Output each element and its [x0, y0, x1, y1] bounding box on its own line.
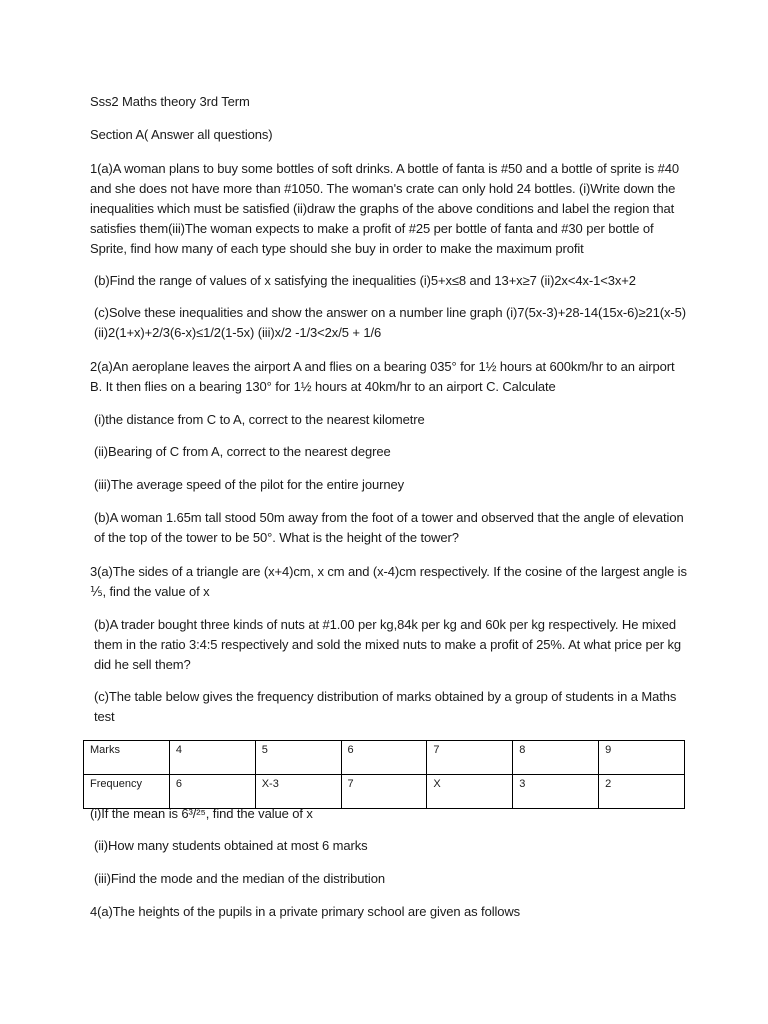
question-2a-ii: (ii)Bearing of C from A, correct to the nearest degree: [94, 444, 391, 459]
table-cell: Frequency: [84, 775, 170, 809]
question-2b: (b)A woman 1.65m tall stood 50m away from the foot of a tower and observed that the angle of elevation of the top of the tower to be 50°. What is the height of the tower?: [94, 510, 684, 545]
table-cell: 5: [255, 741, 341, 775]
table-cell: 3: [513, 775, 599, 809]
question-3c-ii: (ii)How many students obtained at most 6 marks: [94, 838, 368, 853]
table-cell: 8: [513, 741, 599, 775]
table-cell: 6: [341, 741, 427, 775]
question-3c-iii: (iii)Find the mode and the median of the distribution: [94, 871, 385, 886]
frequency-table: [83, 740, 685, 809]
table-cell: 6: [169, 775, 255, 809]
question-2a: 2(a)An aeroplane leaves the airport A and flies on a bearing 035° for 1½ hours at 600km/hr to an airport B. It then flies on a bearing 130° for 1½ hours at 40km/hr to an airport C. Calculate: [90, 359, 675, 394]
question-1a: 1(a)A woman plans to buy some bottles of soft drinks. A bottle of fanta is #50 and a bottle of sprite is #40 and she does not have more than #1050. The woman's crate can only hold 24 bottles. (i)Write down the inequalities which must be satisfied (ii)draw the graphs of the above conditions and label the region that satisfies them(iii)The woman expects to make a profit of #25 per bottle of fanta and #30 per bottle of Sprite, find how many of each type should she buy in order to make the maximum profit: [90, 161, 679, 256]
question-3c-i: (i)If the mean is 6³/²⁵, find the value of x: [90, 806, 313, 821]
table-cell: 7: [427, 741, 513, 775]
question-2a-iii: (iii)The average speed of the pilot for the entire journey: [94, 477, 404, 492]
question-3c: (c)The table below gives the frequency distribution of marks obtained by a group of students in a Maths test: [94, 689, 677, 724]
question-1b: (b)Find the range of values of x satisfying the inequalities (i)5+x≤8 and 13+x≥7 (ii)2x<4x-1<3x+2: [94, 273, 636, 288]
question-1c: (c)Solve these inequalities and show the answer on a number line graph (i)7(5x-3)+28-14(15x-6)≥21(x-5) (ii)2(1+x)+2/3(6-x)≤1/2(1-5x) (iii)x/2 -1/3<2x/5 + 1/6: [94, 305, 686, 340]
question-2a-i: (i)the distance from C to A, correct to the nearest kilometre: [94, 412, 425, 427]
document-title: Sss2 Maths theory 3rd Term: [90, 94, 250, 109]
question-4a: 4(a)The heights of the pupils in a private primary school are given as follows: [90, 904, 521, 919]
section-heading: Section A( Answer all questions): [90, 127, 273, 142]
table-cell: 7: [341, 775, 427, 809]
question-3b: (b)A trader bought three kinds of nuts at #1.00 per kg,84k per kg and 60k per kg respectively. He mixed them in the ratio 3:4:5 respectively and sold the mixed nuts to make a profit of 25%. At what price per kg did he sell them?: [94, 617, 681, 672]
table-cell: 2: [599, 775, 685, 809]
table-cell: Marks: [84, 741, 170, 775]
table-cell: 4: [169, 741, 255, 775]
table-cell: X-3: [255, 775, 341, 809]
question-3a: 3(a)The sides of a triangle are (x+4)cm, x cm and (x-4)cm respectively. If the cosine of the largest angle is ⅕, find the value of x: [90, 564, 687, 599]
table-cell: 9: [599, 741, 685, 775]
table-row-marks: [84, 741, 685, 775]
table-cell: X: [427, 775, 513, 809]
